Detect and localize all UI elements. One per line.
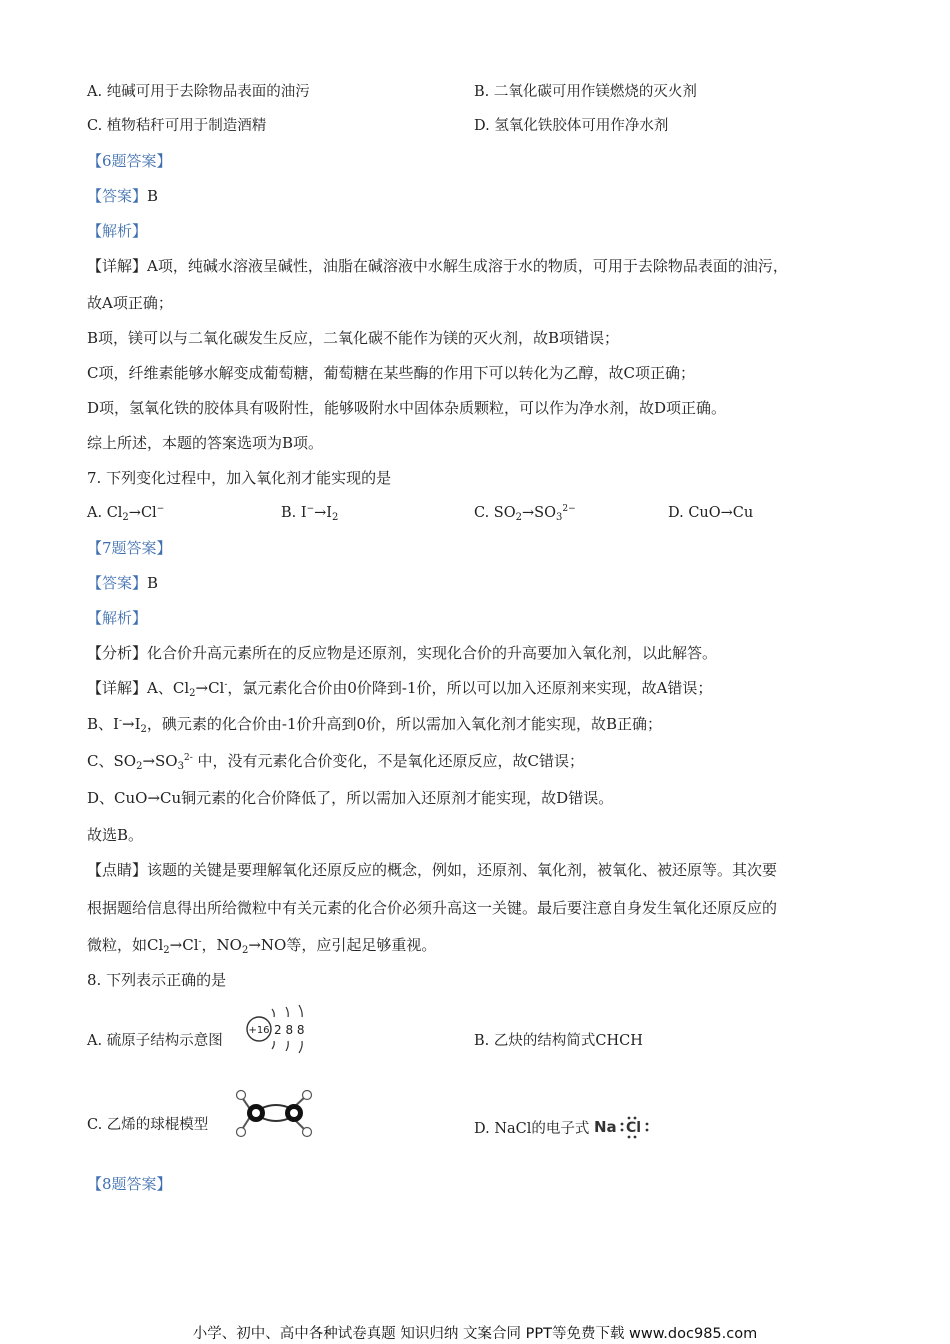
q7-detail-c: C、$SO_2\to SO_3^{2-}$ 中，没有元素化合价变化，不是氧化还原反应，故C错误； (87, 752, 584, 772)
q8-option-d: D. NaCl的电子式 Na Cl (474, 1115, 652, 1139)
q7-option-a: A. $Cl_2\to Cl^-$ (87, 504, 165, 523)
q7-option-b: B. $I^-\to I_2$ (281, 504, 339, 523)
answer-label: 【答案】 (87, 187, 148, 205)
q8-option-c: C. 乙烯的球棍模型 (87, 1117, 209, 1133)
detail-label: 【详解】 (87, 257, 148, 275)
q7-tip-3: 微粒，如$Cl_2\to Cl^-$，$NO_2\to NO$等，应引起足够重视。 (87, 936, 437, 956)
ethylene-ball-stick-model (236, 1087, 318, 1141)
svg-text:Na: Na (594, 1118, 617, 1136)
svg-text:2 8 8: 2 8 8 (274, 1023, 305, 1037)
q7-analysis-tag: 【解析】 (87, 609, 148, 627)
svg-text:Cl: Cl (626, 1120, 642, 1136)
q6-detail-5: D项，氢氧化铁的胶体具有吸附性，能够吸附水中固体杂质颗粒，可以作为净水剂，故D项正确。 (87, 399, 727, 417)
q6-detail-3: B项，镁可以与二氧化碳发生反应，二氧化碳不能作为镁的灭火剂，故B项错误； (87, 329, 620, 347)
q7-tip-1: 【点睛】该题的关键是要理解氧化还原反应的概念，例如，还原剂、氧化剂，被氧化、被还原等。其次要 (87, 861, 778, 879)
q7-choose: 故选B。 (87, 826, 144, 844)
q6-detail-2: 故A项正确； (87, 294, 173, 312)
q7-detail-b: B、$I^-\to I_2$，碘元素的化合价由-1价升高到0价，所以需加入氧化剂才能实现，故B正确； (87, 715, 663, 735)
q7-option-d: D. CuO→Cu (668, 505, 754, 521)
q7-answer-tag: 【7题答案】 (87, 539, 172, 557)
q8-option-b: B. 乙炔的结构简式CHCH (474, 1033, 643, 1049)
answer-label: 【答案】 (87, 574, 148, 592)
q6-answer (87, 186, 158, 206)
analysis-label: 【分析】 (87, 644, 148, 662)
q6-analysis-tag: 【解析】 (87, 222, 148, 240)
q6-summary: 综上所述，本题的答案选项为B项。 (87, 434, 324, 452)
q6-option-b: B. 二氧化碳可用作镁燃烧的灭火剂 (474, 84, 697, 100)
q7-tip-2: 根据题给信息得出所给微粒中有关元素的化合价必须升高这一关键。最后要注意自身发生氧化还原反应的 (87, 899, 778, 917)
detail-text: A项，纯碱水溶液呈碱性，油脂在碱溶液中水解生成溶于水的物质，可用于去除物品表面的油污， (147, 257, 788, 275)
q8-answer-tag: 【8题答案】 (87, 1175, 172, 1193)
nacl-electron-formula (594, 1115, 652, 1139)
svg-text:+16: +16 (248, 1025, 270, 1036)
q6-option-d: D. 氢氧化铁胶体可用作净水剂 (474, 118, 669, 134)
q7-answer (87, 573, 158, 593)
q7-detail-a: 【详解】A、$Cl_2\to Cl^-$，氯元素化合价由0价降到-1价，所以可以加入还原剂来实现，故A错误； (87, 679, 713, 699)
q6-detail-4: C项，纤维素能够水解变成葡萄糖，葡萄糖在某些酶的作用下可以转化为乙醇，故C项正确； (87, 364, 695, 382)
q6-detail-1 (87, 256, 788, 276)
q8-stem: 8. 下列表示正确的是 (87, 971, 227, 989)
q7-analysis (87, 643, 717, 663)
sulfur-atom-structure-diagram (244, 1003, 312, 1055)
answer-value: B (147, 574, 159, 592)
q6-option-c: C. 植物秸秆可用于制造酒精 (87, 118, 267, 134)
q6-option-a: A. 纯碱可用于去除物品表面的油污 (87, 84, 310, 100)
q6-answer-tag: 【6题答案】 (87, 152, 172, 170)
q7-detail-d: D、CuO→Cu铜元素的化合价降低了，所以需加入还原剂才能实现，故D错误。 (87, 789, 614, 807)
page-footer: 小学、初中、高中各种试卷真题 知识归纳 文案合同 PPT等免费下载 www.doc985.com (192, 1326, 758, 1342)
q7-stem: 7. 下列变化过程中，加入氧化剂才能实现的是 (87, 469, 392, 487)
q8-option-a: A. 硫原子结构示意图 (87, 1033, 223, 1049)
answer-value: B (147, 187, 159, 205)
q7-option-c: C. $SO_2\to SO_3^{2-}$ (474, 504, 576, 523)
analysis-text: 化合价升高元素所在的反应物是还原剂，实现化合价的升高要加入氧化剂，以此解答。 (147, 644, 718, 662)
